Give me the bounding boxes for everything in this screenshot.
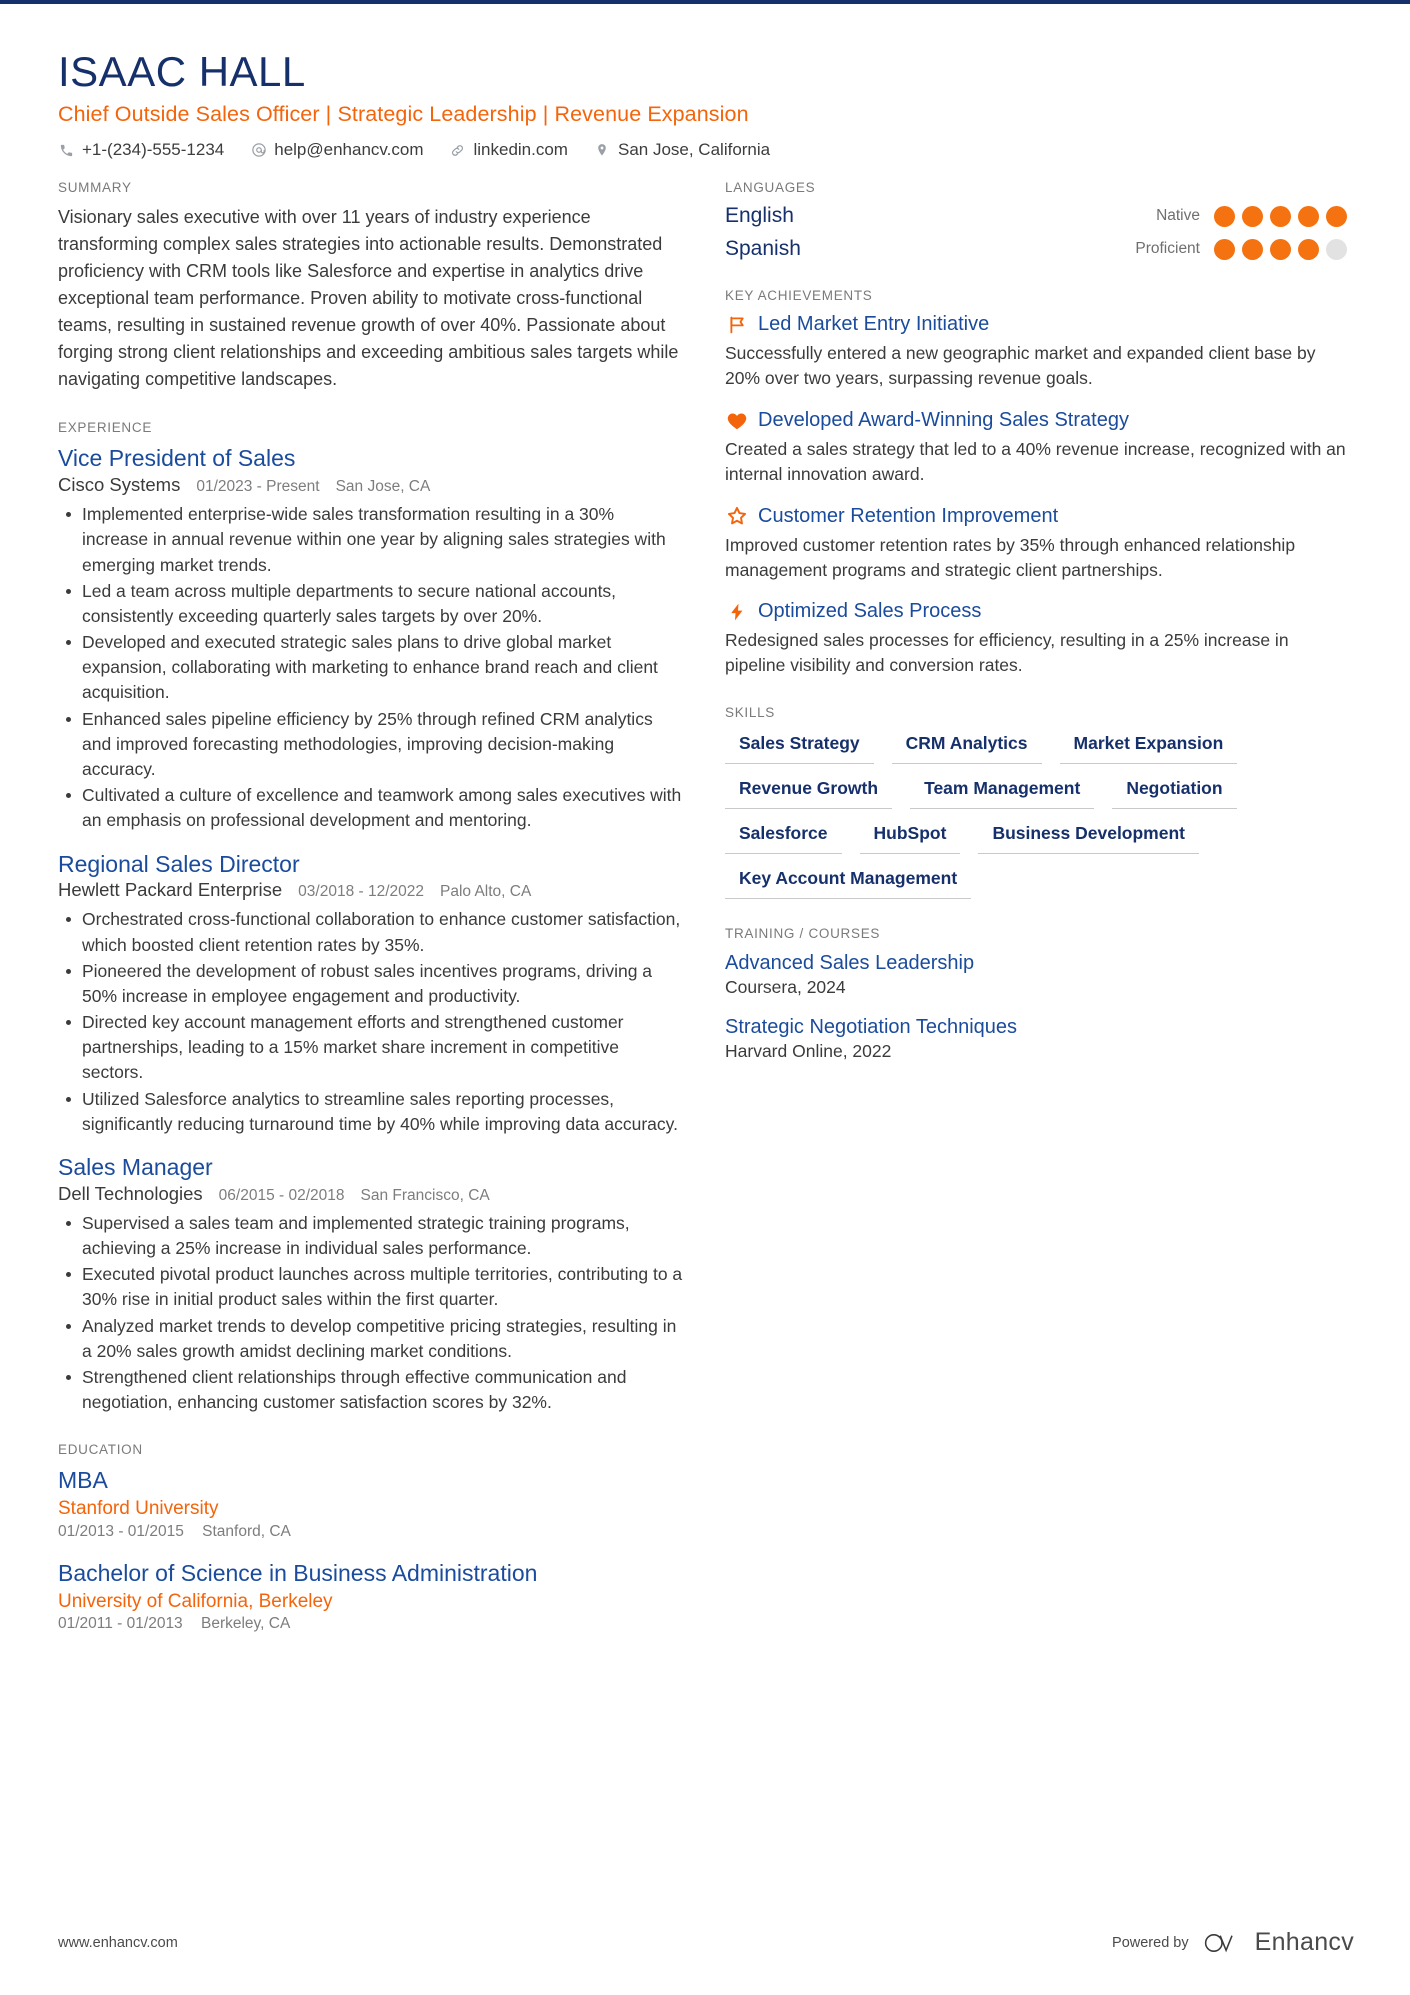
flag-icon: [725, 313, 749, 337]
powered-by-label: Powered by: [1112, 1934, 1189, 1951]
page-footer: [58, 1928, 1354, 1957]
experience-item: [58, 1153, 683, 1415]
skill-tag: Salesforce: [725, 819, 842, 854]
resume-body: [0, 14, 1410, 1995]
job-title: Regional Sales Director: [58, 850, 300, 877]
education-location: Berkeley, CA: [201, 1615, 291, 1633]
experience-section: [58, 420, 683, 1415]
star-icon: [725, 504, 749, 528]
resume-header: [58, 50, 1354, 160]
achievement-description: Created a sales strategy that led to a 40% revenue increase, recognized with an internal innovation award.: [725, 439, 1346, 484]
job-bullets: [58, 907, 683, 1137]
achievement-header: [725, 408, 1347, 433]
job-company: Dell Technologies: [58, 1182, 203, 1204]
job-bullets: [58, 502, 683, 833]
rating-dot-filled: [1270, 206, 1291, 227]
training-section-label: TRAINING / COURSES: [725, 926, 881, 942]
training-name: Advanced Sales Leadership: [725, 952, 975, 975]
education-degree: Bachelor of Science in Business Administration: [58, 1559, 538, 1586]
page-top-accent-bar: [0, 0, 1410, 14]
contact-link-text: linkedin.com: [473, 140, 568, 160]
content-columns: [58, 180, 1354, 1660]
left-column: [58, 180, 683, 1660]
skill-tag: Market Expansion: [1060, 729, 1238, 764]
job-location: San Jose, CA: [335, 478, 431, 496]
achievement-header: [725, 599, 1347, 624]
summary-section: [58, 180, 683, 393]
achievement-item: [725, 504, 1347, 583]
candidate-name: ISAAC HALL: [58, 48, 306, 95]
summary-text: Visionary sales executive with over 11 years of industry experience transforming complex sales strategies into actionable results. Demonstrated proficiency with CRM tools like Salesforce and expertise in analytics drive exceptional team performance. Proven ability to motivate cross-functional teams, resulting in sustained revenue growth of over 40%. Passionate about forging strong client relationships and exceeding ambitious sales targets while navigating competitive landscapes.: [58, 207, 679, 390]
contact-row: [58, 140, 1354, 160]
candidate-headline: Chief Outside Sales Officer | Strategic Leadership | Revenue Expansion: [58, 101, 749, 126]
language-name: English: [725, 204, 794, 228]
contact-phone[interactable]: [58, 140, 224, 160]
education-school: Stanford University: [58, 1498, 219, 1520]
achievement-header: [725, 312, 1347, 337]
achievement-title: Developed Award-Winning Sales Strategy: [758, 409, 1129, 432]
education-degree: MBA: [58, 1467, 108, 1494]
experience-section-label: EXPERIENCE: [58, 420, 153, 436]
training-name: Strategic Negotiation Techniques: [725, 1015, 1018, 1038]
education-dates: 01/2011 - 01/2013: [58, 1615, 183, 1633]
link-icon: [449, 142, 466, 159]
experience-item: [58, 850, 683, 1137]
education-section: [58, 1442, 683, 1633]
skill-tag: CRM Analytics: [892, 729, 1042, 764]
job-company: Hewlett Packard Enterprise: [58, 879, 283, 901]
lightning-bolt-icon: [725, 600, 749, 624]
education-school: University of California, Berkeley: [58, 1590, 333, 1612]
training-item: [725, 950, 1347, 1000]
training-section: [725, 926, 1347, 1063]
phone-icon: [58, 142, 75, 159]
rating-dot-filled: [1298, 206, 1319, 227]
languages-section: [725, 180, 1347, 261]
skill-tag: Revenue Growth: [725, 774, 892, 809]
rating-dot-filled: [1326, 206, 1347, 227]
heart-icon: [725, 409, 749, 433]
achievement-item: [725, 408, 1347, 487]
skills-section: [725, 705, 1347, 899]
achievement-description: Improved customer retention rates by 35% through enhanced relationship management programs and strategic client partnerships.: [725, 534, 1296, 580]
job-bullet: Led a team across multiple departments to secure national accounts, consistently exceeding quarterly sales targets by over 20%.: [58, 579, 683, 629]
footer-website-url[interactable]: www.enhancv.com: [58, 1934, 178, 1951]
job-bullet: Orchestrated cross-functional collaboration to enhance customer satisfaction, which boosted client retention rates by 35%.: [58, 907, 683, 957]
education-section-label: EDUCATION: [58, 1442, 143, 1458]
training-item: [725, 1014, 1347, 1064]
training-org: Coursera, 2024: [725, 977, 846, 998]
enhancv-logo-icon: [1202, 1930, 1242, 1956]
skill-tag: Key Account Management: [725, 864, 971, 899]
job-location: San Francisco, CA: [360, 1186, 490, 1204]
contact-email-text: help@enhancv.com: [274, 140, 424, 160]
enhancv-brand-name: Enhancv: [1254, 1928, 1354, 1956]
job-title: Sales Manager: [58, 1154, 213, 1181]
job-bullet: Enhanced sales pipeline efficiency by 25% through refined CRM analytics and improved forecasting methodologies, improving decision-making accuracy.: [58, 707, 683, 783]
language-name: Spanish: [725, 237, 801, 261]
training-org: Harvard Online, 2022: [725, 1040, 892, 1061]
language-rating-dots: [1214, 206, 1347, 227]
job-meta: [58, 1183, 683, 1205]
contact-location-text: San Jose, California: [617, 140, 771, 160]
job-bullet: Implemented enterprise-wide sales transformation resulting in a 30% increase in annual revenue within one year by aligning sales strategies with emerging market trends.: [58, 502, 683, 578]
job-bullet: Analyzed market trends to develop competitive pricing strategies, resulting in a 20% sales growth amidst declining market conditions.: [58, 1314, 683, 1364]
contact-location: [594, 140, 770, 160]
rating-dot-empty: [1326, 239, 1347, 260]
contact-phone-text: +1-(234)-555-1234: [82, 140, 225, 160]
contact-link[interactable]: [449, 140, 568, 160]
rating-dot-filled: [1214, 239, 1235, 260]
language-item: [725, 204, 1347, 228]
contact-email[interactable]: [250, 140, 423, 160]
job-bullet: Directed key account management efforts and strengthened customer partnerships, leading to a 15% market share increment in competitive sectors.: [58, 1010, 683, 1086]
job-meta: [58, 474, 683, 496]
skill-tag: Negotiation: [1112, 774, 1236, 809]
achievement-title: Customer Retention Improvement: [758, 504, 1059, 527]
achievement-description: Redesigned sales processes for efficiency, resulting in a 25% increase in pipeline visibility and conversion rates.: [725, 630, 1289, 676]
skills-list: [725, 729, 1347, 899]
education-item: [58, 1559, 683, 1634]
email-icon: [250, 142, 267, 159]
key-achievements-section-label: KEY ACHIEVEMENTS: [725, 288, 873, 304]
achievement-header: [725, 504, 1347, 529]
footer-brand: [1112, 1928, 1354, 1957]
job-bullets: [58, 1211, 683, 1416]
education-meta: [58, 1523, 683, 1541]
skill-tag: Business Development: [978, 819, 1199, 854]
education-location: Stanford, CA: [202, 1522, 291, 1540]
job-bullet: Utilized Salesforce analytics to streamline sales reporting processes, significantly reducing turnaround time by 40% while improving data accuracy.: [58, 1087, 683, 1137]
achievement-title: Optimized Sales Process: [758, 600, 982, 623]
achievement-title: Led Market Entry Initiative: [758, 313, 990, 336]
job-dates: 03/2018 - 12/2022: [298, 883, 424, 901]
languages-section-label: LANGUAGES: [725, 180, 816, 196]
language-rating-dots: [1214, 239, 1347, 260]
rating-dot-filled: [1242, 239, 1263, 260]
job-dates: 06/2015 - 02/2018: [218, 1186, 345, 1204]
rating-dot-filled: [1270, 239, 1291, 260]
achievement-item: [725, 312, 1347, 391]
skill-tag: HubSpot: [860, 819, 961, 854]
right-column: [725, 180, 1347, 1090]
summary-section-label: SUMMARY: [58, 180, 132, 196]
job-bullet: Pioneered the development of robust sales incentives programs, driving a 50% increase in employee engagement and productivity.: [58, 959, 683, 1009]
job-bullet: Cultivated a culture of excellence and teamwork among sales executives with an emphasis on professional development and mentoring.: [58, 783, 683, 833]
language-level: Proficient: [1135, 240, 1200, 258]
skill-tag: Sales Strategy: [725, 729, 874, 764]
job-company: Cisco Systems: [58, 474, 181, 496]
education-item: [58, 1466, 683, 1541]
location-pin-icon: [594, 142, 611, 159]
key-achievements-section: [725, 288, 1347, 678]
achievement-description: Successfully entered a new geographic market and expanded client base by 20% over two years, surpassing revenue goals.: [725, 343, 1316, 389]
rating-dot-filled: [1298, 239, 1319, 260]
job-bullet: Supervised a sales team and implemented strategic training programs, achieving a 25% increase in individual sales performance.: [58, 1211, 683, 1261]
rating-dot-filled: [1242, 206, 1263, 227]
job-bullet: Executed pivotal product launches across multiple territories, contributing to a 30% rise in initial product sales within the first quarter.: [58, 1262, 683, 1312]
rating-dot-filled: [1214, 206, 1235, 227]
skills-section-label: SKILLS: [725, 705, 775, 721]
language-level: Native: [1156, 207, 1200, 225]
education-meta: [58, 1615, 683, 1633]
job-dates: 01/2023 - Present: [196, 478, 320, 496]
job-bullet: Developed and executed strategic sales plans to drive global market expansion, collaborating with marketing to enhance brand reach and client acquisition.: [58, 630, 683, 706]
job-meta: [58, 879, 683, 901]
language-item: [725, 237, 1347, 261]
experience-item: [58, 444, 683, 833]
job-bullet: Strengthened client relationships through effective communication and negotiation, enhancing customer satisfaction scores by 32%.: [58, 1365, 683, 1415]
education-dates: 01/2013 - 01/2015: [58, 1522, 184, 1540]
job-location: Palo Alto, CA: [440, 883, 532, 901]
job-title: Vice President of Sales: [58, 445, 296, 472]
skill-tag: Team Management: [910, 774, 1094, 809]
achievement-item: [725, 599, 1347, 678]
